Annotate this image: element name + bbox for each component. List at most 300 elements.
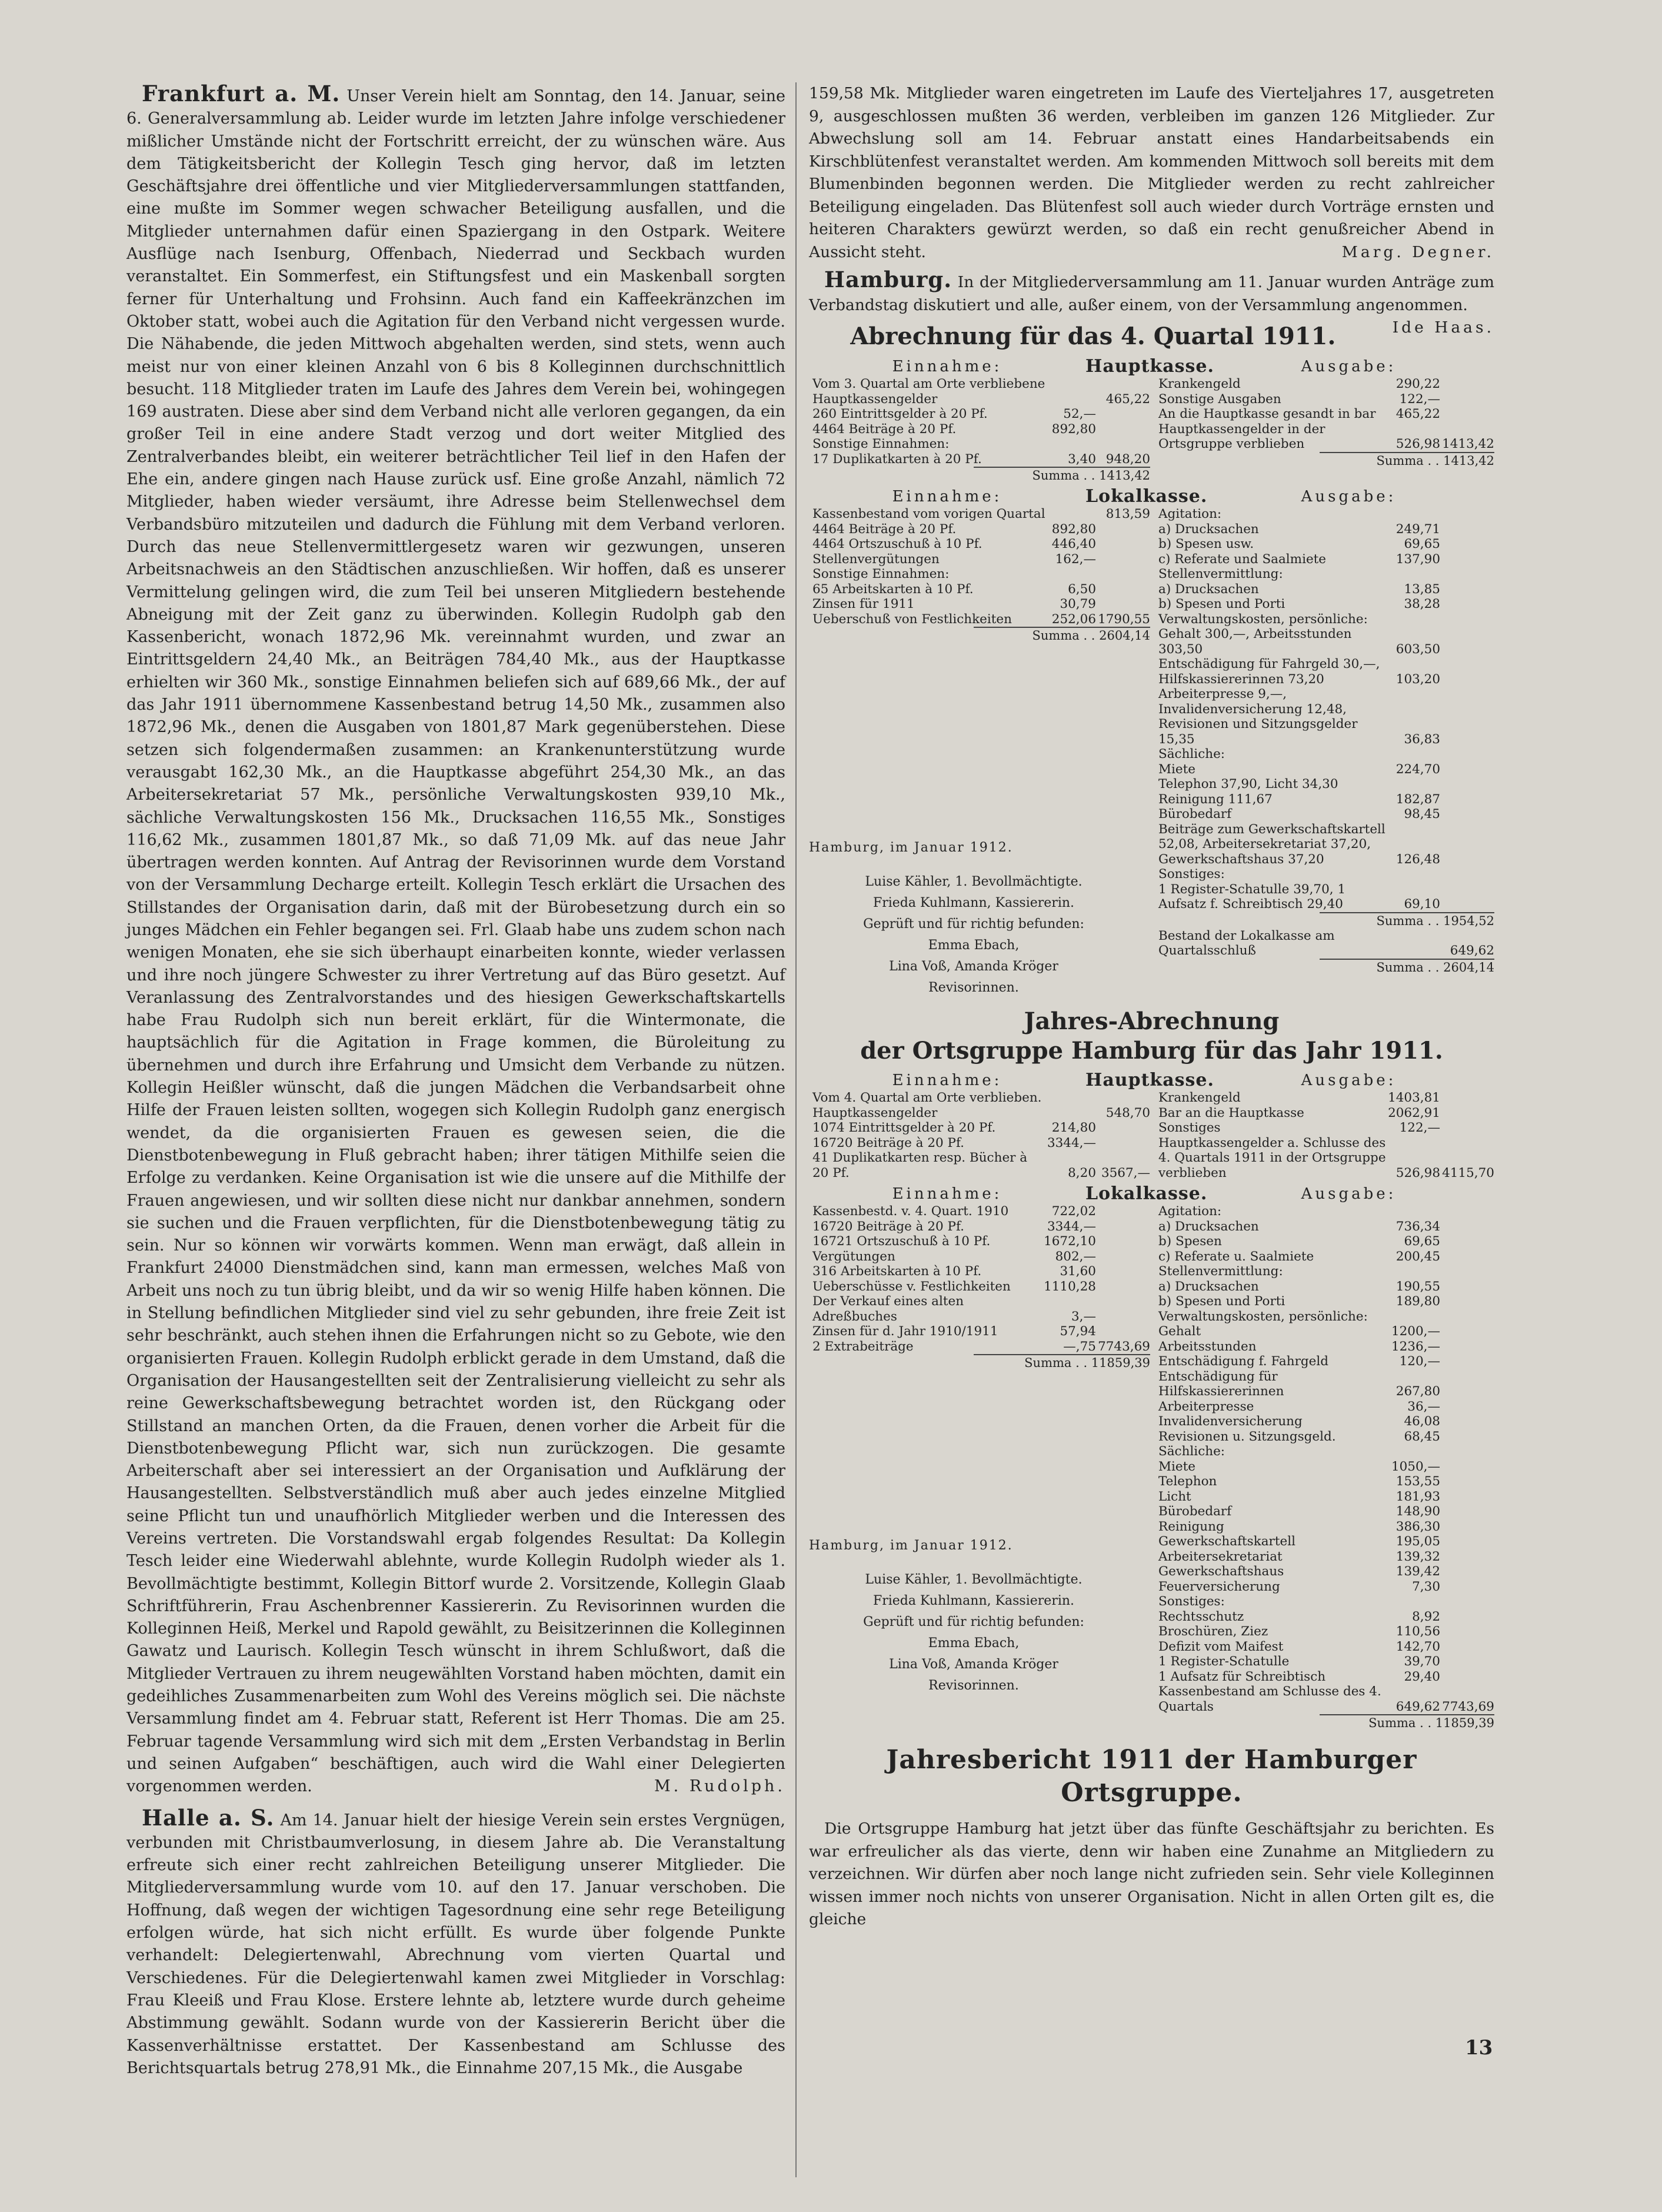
hamburg-signature: Ide Haas. [1392, 318, 1494, 337]
row-label: Miete [1158, 1459, 1195, 1474]
row-amount-a: —,75 [1063, 1339, 1096, 1354]
annual-lokal-expense-table [1155, 1204, 1494, 1714]
row-amount-a: 290,22 [1395, 377, 1440, 391]
q4-haupt-expense [1155, 377, 1494, 483]
row-amount-b: 1790,55 [1098, 611, 1150, 627]
row-amount-b [1440, 822, 1494, 867]
table-row [1155, 1519, 1494, 1535]
row-amount-b: 813,59 [1105, 507, 1150, 521]
row-label: Stellenvermittlung: [1158, 1264, 1283, 1279]
row-label: Sächliche: [1158, 1444, 1225, 1459]
frankfurt-report [126, 82, 785, 1798]
annual-haupt-ausgabe-label: Ausgabe: [1301, 1072, 1397, 1089]
row-label: c) Referate u. Saalmiete [1158, 1249, 1314, 1264]
row-amount-b: 948,20 [1105, 451, 1150, 467]
table-row [1155, 537, 1494, 552]
table-row [1155, 1324, 1494, 1339]
row-amount-b: 3567,— [1101, 1165, 1150, 1180]
column-divider [795, 82, 797, 2177]
row-amount-a: 7,30 [1412, 1579, 1440, 1594]
table-row [1155, 1294, 1494, 1309]
row-amount-a [1047, 1090, 1096, 1120]
table-row [809, 1204, 1150, 1219]
table-row [1155, 582, 1494, 597]
table-row [1155, 792, 1494, 807]
row-label: Gehalt [1158, 1324, 1201, 1339]
row-amount-a: 142,70 [1395, 1639, 1440, 1654]
row-amount-b [1440, 1090, 1494, 1106]
row-amount-a: 649,62 [1395, 1699, 1440, 1714]
row-label: a) Drucksachen [1158, 1219, 1259, 1234]
q4-lokal-einnahme-label: Einnahme: [892, 488, 1002, 505]
table-row [1155, 1549, 1494, 1565]
row-amount-b [1440, 1549, 1494, 1565]
halle-place: Halle a. S. [142, 1804, 275, 1831]
row-label: Arbeiterpresse 9,—, Invalidenversicherung 12,48, Revisionen und Sitzungsgelder 15,35 [1158, 687, 1358, 747]
row-amount-a: 603,50 [1395, 641, 1440, 657]
row-amount-a: 69,10 [1404, 897, 1440, 912]
row-amount-a: 3,— [1071, 1309, 1096, 1324]
row-label: 1074 Eintrittsgelder à 20 Pf. [812, 1120, 996, 1135]
row-amount-b [1440, 407, 1494, 422]
table-row [1155, 1564, 1494, 1579]
halle-report [126, 1804, 785, 2080]
row-label: 16721 Ortszuschuß à 10 Pf. [812, 1234, 991, 1249]
row-label: 1 Register-Schatulle [1158, 1654, 1290, 1669]
report-text: Die Ortsgruppe Hamburg hat jetzt über das fünfte Geschäftsjahr zu berichten. Es war erfreulicher als das vierte, denn wir haben eine Zunahme an Mitgliedern zu verzeichnen. Wir dürfen aber noch lange nicht zufrieden sein. Sehr viele Kolleginnen wissen immer noch nichts von unserer Organisation. Nicht in allen Orten gilt es, die gleiche [809, 1820, 1494, 1928]
row-amount-b [1096, 1234, 1150, 1249]
q4-lokal-expense [1155, 507, 1494, 999]
table-row [1155, 627, 1494, 657]
table-row [1155, 1444, 1494, 1459]
row-label: Sonstiges: [1158, 867, 1225, 882]
table-row [1155, 1369, 1494, 1399]
report-title: Jahresbericht 1911 der Hamburger Ortsgruppe. [886, 1745, 1417, 1808]
row-amount-a: 68,45 [1404, 1429, 1440, 1444]
row-amount-b [1440, 377, 1494, 392]
row-amount-a: 57,94 [1060, 1324, 1096, 1339]
annual-sig-line: Lina Voß, Amanda Kröger [889, 1657, 1058, 1672]
page-number: 13 [1465, 2036, 1493, 2060]
row-label: 1 Register-Schatulle 39,70, 1 Aufsatz f. Schreibtisch 29,40 [1158, 882, 1346, 912]
row-amount-b [1440, 747, 1494, 762]
row-label: Entschädigung für Hilfskassiererinnen [1158, 1369, 1284, 1399]
row-label: 4464 Beiträge à 20 Pf. [812, 421, 957, 437]
row-label: Verwaltungskosten, persönliche: [1158, 1309, 1368, 1324]
table-row [809, 612, 1150, 627]
row-label: Krankengeld [1158, 377, 1241, 391]
row-amount-a [1391, 1264, 1440, 1279]
row-amount-b [1440, 1354, 1494, 1369]
table-row [809, 552, 1150, 567]
row-amount-b [1096, 1324, 1150, 1339]
annual-lokal-block [809, 1204, 1494, 1731]
table-row [1155, 929, 1494, 959]
row-amount-a: 1050,— [1391, 1459, 1440, 1474]
row-amount-a: 29,40 [1404, 1669, 1440, 1684]
row-amount-b [1440, 1639, 1494, 1655]
row-amount-b [1440, 1579, 1494, 1595]
row-amount-a: 252,06 [1051, 611, 1096, 627]
row-amount-b [1440, 1309, 1494, 1325]
row-amount-a [1391, 747, 1440, 762]
row-label: Sonstige Einnahmen: [812, 437, 950, 451]
row-amount-b [1440, 1654, 1494, 1669]
row-label: Arbeiterpresse [1158, 1399, 1254, 1414]
table-row [1155, 1309, 1494, 1325]
row-label: Kassenbestand vom vorigen Quartal [812, 507, 1045, 521]
row-label: Arbeitsstunden [1158, 1339, 1257, 1354]
annual-lokal-header [809, 1184, 1494, 1204]
table-row [1155, 1090, 1494, 1106]
annual-signatures [809, 1535, 1138, 1697]
row-amount-b [1440, 1204, 1494, 1219]
row-amount-b [1096, 522, 1150, 537]
row-amount-b [1440, 627, 1494, 657]
row-label: Ueberschuß von Festlichkeiten [812, 611, 1012, 627]
row-label: Vom 4. Quartal am Orte verblieben. Hauptkassengelder [812, 1090, 1042, 1120]
row-amount-a: 122,— [1399, 391, 1440, 407]
right-column [809, 82, 1494, 1936]
annual-lokal-income-table [809, 1204, 1150, 1354]
annual-sig-line: Emma Ebach, [928, 1636, 1020, 1651]
row-amount-b: 7743,69 [1098, 1339, 1150, 1354]
row-amount-a: 52,— [1063, 407, 1096, 421]
row-amount-b [1096, 407, 1150, 422]
row-amount-a: 224,70 [1395, 761, 1440, 777]
frankfurt-place: Frankfurt a. M. [142, 81, 341, 107]
annual-haupt-header [809, 1070, 1494, 1090]
row-amount-a: 802,— [1055, 1249, 1096, 1264]
row-label: Zinsen für d. Jahr 1910/1911 [812, 1324, 998, 1339]
row-amount-b [1440, 612, 1494, 627]
row-amount-a: 3344,— [1047, 1135, 1096, 1150]
row-label: Der Verkauf eines alten Adreßbuches [812, 1294, 964, 1324]
row-label: Entschädigung für Fahrgeld 30,—, Hilfskassiererinnen 73,20 [1158, 657, 1380, 687]
row-amount-a [1047, 377, 1096, 407]
table-row [1155, 777, 1494, 792]
q4-lokal-income-sum: Summa . . 2604,14 [974, 627, 1150, 643]
table-row [1155, 552, 1494, 567]
row-label: b) Spesen [1158, 1234, 1222, 1249]
row-amount-b [1440, 1504, 1494, 1519]
row-amount-a: 69,65 [1404, 537, 1440, 551]
table-row [1155, 612, 1494, 627]
q4-haupt-income [809, 377, 1150, 483]
row-label: 16720 Beiträge à 20 Pf. [812, 1135, 965, 1150]
row-amount-b [1096, 1204, 1150, 1219]
row-label: Arbeitersekretariat [1158, 1549, 1283, 1564]
q4-sig-line: Geprüft und für richtig befunden: [863, 917, 1084, 932]
table-row [809, 1324, 1150, 1339]
table-row [809, 1136, 1150, 1151]
row-amount-b [1440, 657, 1494, 687]
annual-haupt-income-table [809, 1090, 1150, 1180]
annual-haupt-einnahme-label: Einnahme: [892, 1072, 1002, 1089]
table-row [809, 1234, 1150, 1249]
row-amount-a: 465,22 [1395, 407, 1440, 421]
row-amount-b [1096, 1219, 1150, 1235]
q4-lokal-kasse-label: Lokalkasse. [1085, 486, 1208, 507]
row-amount-a: 38,28 [1404, 597, 1440, 611]
row-amount-a: 46,08 [1404, 1414, 1440, 1429]
table-row [1155, 407, 1494, 422]
row-amount-a: 13,85 [1404, 581, 1440, 597]
hamburg-text: In der Mitgliederversammlung am 11. Januar wurden Anträge zum Verbandstag diskutiert und alle, außer einem, von der Versammlung angenommen. [809, 273, 1494, 314]
row-amount-a [1047, 437, 1096, 452]
row-amount-b [1440, 1459, 1494, 1475]
q4-lokal-expense-tail [1155, 929, 1494, 959]
annual-report [809, 1744, 1494, 1931]
table-row [1155, 1489, 1494, 1505]
table-row [809, 597, 1150, 612]
row-label: b) Spesen und Porti [1158, 1294, 1285, 1309]
row-label: 65 Arbeitskarten à 10 Pf. [812, 581, 974, 597]
row-amount-a: 162,— [1055, 551, 1096, 567]
annual-haupt-expense [1155, 1090, 1494, 1180]
annual-haupt-income [809, 1090, 1150, 1180]
row-amount-a: 892,80 [1051, 521, 1096, 537]
row-amount-a: 39,70 [1404, 1654, 1440, 1669]
row-amount-b: 4115,70 [1442, 1165, 1494, 1180]
row-amount-b [1440, 597, 1494, 612]
row-amount-a: 1672,10 [1044, 1234, 1096, 1249]
annual-lokal-ausgabe-label: Ausgabe: [1301, 1185, 1397, 1203]
row-amount-a: 2062,91 [1388, 1105, 1440, 1120]
row-amount-a: 526,98 [1395, 1165, 1440, 1180]
table-row [1155, 1279, 1494, 1295]
row-amount-a: 446,40 [1051, 537, 1096, 551]
table-row [1155, 1234, 1494, 1249]
row-amount-a: 110,56 [1395, 1624, 1440, 1639]
row-label: Bar an die Hauptkasse [1158, 1105, 1304, 1120]
annual-sig-line: Geprüft und für richtig befunden: [863, 1615, 1084, 1629]
annual-lokal-kasse-label: Lokalkasse. [1085, 1183, 1208, 1204]
row-label: Bürobedarf [1158, 807, 1232, 821]
row-amount-a [1391, 867, 1440, 882]
row-amount-b [1440, 1279, 1494, 1295]
row-amount-b [1440, 1234, 1494, 1249]
row-amount-b [1440, 687, 1494, 747]
row-amount-b [1096, 1279, 1150, 1295]
annual-haupt-block [809, 1090, 1494, 1180]
row-amount-b [1440, 522, 1494, 537]
row-amount-b [1096, 1249, 1150, 1265]
row-amount-b [1440, 1264, 1494, 1279]
row-amount-b [1096, 1136, 1150, 1151]
row-label: 316 Arbeitskarten à 10 Pf. [812, 1264, 982, 1279]
table-row [809, 1219, 1150, 1235]
annual-title-2: der Ortsgruppe Hamburg für das Jahr 1911. [860, 1037, 1443, 1065]
row-amount-a: 120,— [1399, 1354, 1440, 1369]
annual-account [809, 1007, 1494, 1731]
table-row [809, 1249, 1150, 1265]
table-row [1155, 1354, 1494, 1369]
row-amount-b [1440, 882, 1494, 912]
table-row [1155, 687, 1494, 747]
annual-sig-line: Revisorinnen. [928, 1678, 1019, 1693]
halle-continuation-text: 159,58 Mk. Mitglieder waren eingetreten im Laufe des Vierteljahres 17, ausgetreten 9, ausgeschlossen mußten 36 werden, verbleiben im ganzen 126 Mitglieder. Zur Abwechslung soll am 14. Februar anstatt eines Handarbeitsabends ein Kirschblütenfest veranstaltet werden. Am kommenden Mittwoch soll bereits mit dem Blumenbinden begonnen werden. Die Mitglieder werden zu recht zahlreicher Beteiligung eingeladen. Das Blütenfest soll auch wieder durch Vorträge ernsten und heiteren Charakters gewürzt werden, so daß ein recht genußreicher Abend in Aussicht steht. [809, 84, 1494, 261]
table-row [1155, 392, 1494, 407]
row-amount-a: 1110,28 [1044, 1279, 1096, 1294]
table-row [1155, 1684, 1494, 1714]
table-row [809, 567, 1150, 582]
row-amount-b [1096, 567, 1150, 582]
table-row [809, 422, 1150, 437]
q4-sig-line: Luise Kähler, 1. Bevollmächtigte. [865, 874, 1083, 889]
table-row [809, 1150, 1150, 1180]
row-label: Beiträge zum Gewerkschaftskartell 52,08, Arbeitersekretariat 37,20, Gewerkschaftshaus 37,20 [1158, 821, 1385, 867]
table-row [1155, 1624, 1494, 1639]
row-amount-a: 31,60 [1060, 1264, 1096, 1279]
row-label: Vergütungen [812, 1249, 895, 1264]
row-label: 17 Duplikatkarten à 20 Pf. [812, 451, 982, 467]
row-amount-a: 190,55 [1395, 1279, 1440, 1294]
row-amount-b [1440, 1609, 1494, 1625]
row-amount-a [1391, 567, 1440, 582]
row-amount-b [1440, 1474, 1494, 1489]
row-label: Verwaltungskosten, persönliche: [1158, 611, 1368, 627]
table-row [1155, 1264, 1494, 1279]
row-amount-b [1440, 1534, 1494, 1549]
table-row [1155, 1609, 1494, 1625]
row-amount-b [1440, 1594, 1494, 1609]
table-row [809, 407, 1150, 422]
halle-continuation [809, 82, 1494, 264]
row-label: Revisionen u. Sitzungsgeld. [1158, 1429, 1336, 1444]
row-amount-b [1440, 1219, 1494, 1235]
table-row [809, 522, 1150, 537]
table-row [1155, 1249, 1494, 1265]
table-row [1155, 1339, 1494, 1355]
table-row [1155, 657, 1494, 687]
row-amount-a: 526,98 [1395, 437, 1440, 451]
row-amount-b [1440, 1106, 1494, 1121]
row-label: Sonstige Einnahmen: [812, 567, 950, 581]
q4-account [809, 321, 1494, 999]
q4-place-date: Hamburg, im Januar 1912. [809, 840, 1013, 855]
annual-lokal-einnahme-label: Einnahme: [892, 1185, 1002, 1203]
row-label: Gewerkschaftskartell [1158, 1534, 1295, 1549]
row-amount-b [1440, 507, 1494, 522]
row-amount-a: 722,02 [1051, 1204, 1096, 1219]
row-amount-b [1440, 1414, 1494, 1429]
row-amount-b [1096, 1120, 1150, 1136]
row-label: Telephon [1158, 1474, 1217, 1489]
row-amount-b [1440, 1669, 1494, 1685]
q4-haupt-expense-table [1155, 377, 1494, 452]
row-amount-b [1440, 582, 1494, 597]
annual-sig-line: Frieda Kuhlmann, Kassiererin. [872, 1594, 1075, 1608]
row-amount-b [1440, 1429, 1494, 1445]
row-label: 2 Extrabeiträge [812, 1339, 914, 1354]
row-label: Agitation: [1158, 507, 1222, 521]
q4-sig-line: Lina Voß, Amanda Kröger [889, 959, 1058, 974]
row-amount-a: 1200,— [1391, 1324, 1440, 1339]
table-row [1155, 1429, 1494, 1445]
row-amount-b [1096, 1294, 1150, 1324]
annual-lokal-income [809, 1204, 1150, 1731]
row-amount-a: 736,34 [1395, 1219, 1440, 1234]
frankfurt-text: Unser Verein hielt am Sonntag, den 14. Januar, seine 6. Generalversammlung ab. Leider wurde im letzten Jahre infolge verschiedener mißlicher Umstände nicht der Fortschritt erreicht, der zu wünschen wäre. Aus dem Tätigkeitsbericht der Kollegin Tesch ging hervor, daß im letzten Geschäftsjahre drei öffentliche und vier Mitgliederversammlungen stattfanden, eine mußte im Sommer wegen schwacher Beteiligung ausfallen, und die Mitglieder unternahmen dafür einen Spaziergang in den Ostpark. Weitere Ausflüge nach Isenburg, Offenbach, Niederrad und Seckbach wurden veranstaltet. Ein Sommerfest, ein Stiftungsfest und ein Maskenball sorgten ferner für Unterhaltung und Frohsinn. Auch fand ein Kaffeekränzchen im Oktober statt, wobei auch die Agitation für den Verband nicht vergessen wurde. Die Nähabende, die jeden Mittwoch abgehalten werden, sind stets, wenn auch meist nur von einer kleinen Anzahl von 6 bis 8 Kolleginnen durchschnittlich besucht. 118 Mitglieder traten im Laufe des Jahres dem Verein bei, wohingegen 169 austraten. Diese aber sind dem Verband nicht alle verloren gegangen, da ein großer Teil in eine andere Stadt verzog und dort weiter Mitglied des Zentralverbandes bleibt, ein weiterer beträchtlicher Teil lief in den Hafen der Ehe ein, andere gingen nach Hause zurück usf. Eine große Anzahl, nämlich 72 Mitglieder, haben wieder versäumt, ihre Adresse beim Stellenwechsel dem Verbandsbüro mitzuteilen und dadurch die Fühlung mit dem Verband verloren. Durch das neue Stellenvermittlergesetz waren wir gezwungen, unseren Arbeitsnachweis an den Städtischen anzuschließen. Wir hoffen, daß es unserer Vermittelung gelingen wird, die zum Teil bei unseren Mitgliedern bestehende Abneigung mit der Zeit ganz zu überwinden. Kollegin Rudolph gab den Kassenbericht, wonach 1872,96 Mk. vereinnahmt wurden, und zwar an Eintrittsgeldern 24,40 Mk., an Beiträgen 784,40 Mk., aus der Hauptkasse erhielten wir 360 Mk., sonstige Einnahmen beliefen sich auf 689,66 Mk., der auf das Jahr 1911 übernommene Kassenbestand betrug 14,50 Mk., zusammen also 1872,96 Mk., denen die Ausgaben von 1801,87 Mark gegenüberstehen. Diese setzen sich folgendermaßen zusammen: an Krankenunterstützung wurde verausgabt 162,30 Mk., an die Hauptkasse abgeführt 254,30 Mk., an das Arbeitersekretariat 57 Mk., persönliche Verwaltungskosten 939,10 Mk., sächliche Verwaltungskosten 156 Mk., Drucksachen 116,55 Mk., Sonstiges 116,62 Mk., zusammen 1801,87 Mk., so daß 71,09 Mk. auf das neue Jahr übertragen werden konnten. Auf Antrag der Revisorinnen wurde dem Vorstand von der Versammlung Decharge erteilt. Kollegin Tesch erklärt die Ursachen des Stillstandes der Organisation darin, daß mit der Bürobesetzung durch ein so junges Mädchen ein Fehler begangen sei. Frl. Glaab habe uns zudem schon nach wenigen Monaten, ehe sie sich überhaupt einarbeiten konnte, wieder verlassen und ihre noch jüngere Schwester zu ihrer Vertretung auf das Büro gesetzt. Auf Veranlassung des Zentralvorstandes und des hiesigen Gewerkschaftskartells habe Frau Rudolph sich nun bereit erklärt, für die Wintermonate, die hauptsächlich für die Agitation in Frage kommen, die Büroleitung zu übernehmen und durch ihre Erfahrung und Umsicht dem Verbande zu nützen. Kollegin Heißler wünscht, daß die jungen Mädchen die Verbandsarbeit ohne Hilfe der Frauen leisten sollten, wogegen sich Kollegin Rudolph ganz energisch wendet, da die organisierten Frauen es gewesen seien, die die Dienstbotenbewegung in Fluß gebracht haben; ihrer tätigen Mithilfe seien die Erfolge zu verdanken. Keine Organisation ist wie die unsere auf die Mithilfe der Frauen angewiesen, und wir sollten diese nicht nur dankbar annehmen, sondern sie suchen und die Frauen verpflichten, für die Dienstbotenbewegung tätig zu sein. Nur so können wir vorwärts kommen. Wenn man erwägt, daß allein in Frankfurt 24000 Dienstmädchen sind, kann man ermessen, welches Maß von Arbeit uns noch zu tun übrig bleibt, und da wir so wenig Hilfe haben können. Die in Stellung befindlichen Mitglieder sind viel zu sehr gebunden, ihre freie Zeit ist sehr beschränkt, auch stehen ihnen die Erfahrungen nicht so zu Gebote, wie den organisierten Frauen. Kollegin Rudolph erblickt gerade in dem Umstand, daß die Organisation der Hausangestellten seit der Zentralisierung vielleicht zu sehr als reine Gewerkschaftsbewegung betrachtet worden ist, den Rückgang oder Stillstand an manchen Orten, da die Frauen, denen vorher die Arbeit für die Dienstbotenbewegung Pflicht war, sich nun zurückzogen. Die gesamte Arbeiterschaft aber sei interessiert an der Organisation und Aufklärung der Hausangestellten. Selbstverständlich muß aber auch jedes einzelne Mitglied seine Pflicht tun und unaufhörlich Mitglieder werben und die Interessen des Vereins vertreten. Die Vorstandswahl ergab folgendes Resultat: Da Kollegin Tesch leider eine Wiederwahl ablehnte, wurde Kollegin Rudolph wieder als 1. Bevollmächtigte bestimmt, Kollegin Bittorf wurde 2. Vorsitzende, Kollegin Glaab Schriftführerin, Frau Aschenbrenner Kassiererin. Zu Revisorinnen wurden die Kolleginnen Heiß, Merkel und Rapold gewählt, zu Beisitzerinnen die Kolleginnen Gawatz und Laurisch. Kollegin Tesch wünscht in ihrem Schlußwort, daß die Mitglieder Vertrauen zu ihrem neugewählten Vorstand haben möchten, damit ein gedeihliches Zusammenarbeiten zum Wohl des Vereins möglich sei. Die nächste Versammlung findet am 4. Februar statt, Referent ist Herr Thomas. Die am 25. Februar tagende Versammlung wird sich mit dem „Ersten Verbandstag in Berlin und seinen Aufgaben“ beschäftigen, auch wird die Wahl einer Delegierten vorgenommen werden. [126, 87, 785, 1796]
row-label: 4464 Beiträge à 20 Pf. [812, 521, 957, 537]
row-amount-a: 249,71 [1395, 521, 1440, 537]
row-label: Sonstiges: [1158, 1594, 1225, 1609]
row-amount-a [1391, 929, 1440, 959]
row-label: Reinigung 111,67 [1158, 791, 1273, 807]
row-amount-a: 8,20 [1068, 1165, 1096, 1180]
table-row [1155, 567, 1494, 582]
row-label: Sächliche: [1158, 747, 1225, 761]
table-row [1155, 807, 1494, 822]
row-label: Rechtsschutz [1158, 1609, 1244, 1624]
row-label: Broschüren, Ziez [1158, 1624, 1268, 1639]
table-row [1155, 597, 1494, 612]
row-label: Kassenbestand am Schlusse des 4. Quartals [1158, 1684, 1381, 1714]
annual-lokal-expense [1155, 1204, 1494, 1731]
q4-lokal-ausgabe-label: Ausgabe: [1301, 488, 1397, 505]
row-amount-a [1391, 1594, 1440, 1609]
row-label: 4464 Ortszuschuß à 10 Pf. [812, 537, 982, 551]
row-amount-b [1440, 1444, 1494, 1459]
q4-haupt-income-sum: Summa . . 1413,42 [974, 467, 1150, 483]
row-label: Bestand der Lokalkasse am Quartalsschluß [1158, 928, 1335, 958]
table-row [1155, 1504, 1494, 1519]
frankfurt-signature: M. Rudolph. [654, 1777, 785, 1796]
row-label: Telephon 37,90, Licht 34,30 [1158, 777, 1338, 791]
row-amount-a: 153,55 [1395, 1474, 1440, 1489]
row-label: Zinsen für 1911 [812, 597, 915, 611]
row-amount-a: 1236,— [1391, 1339, 1440, 1354]
row-amount-b [1440, 392, 1494, 407]
table-row [1155, 377, 1494, 392]
row-label: 41 Duplikatkarten resp. Bücher à 20 Pf. [812, 1150, 1028, 1180]
annual-place-date: Hamburg, im Januar 1912. [809, 1538, 1013, 1553]
row-amount-b: 649,62 [1450, 943, 1494, 958]
row-amount-b [1440, 1294, 1494, 1309]
q4-sig-line: Revisorinnen. [928, 980, 1019, 995]
row-label: Stellenvergütungen [812, 551, 940, 567]
row-label: Stellenvermittlung: [1158, 567, 1283, 581]
row-amount-b [1440, 1120, 1494, 1136]
row-amount-a: 200,45 [1395, 1249, 1440, 1264]
table-row [1155, 1474, 1494, 1489]
q4-lokal-expense-table [1155, 507, 1494, 912]
row-amount-a: 6,50 [1068, 581, 1096, 597]
table-row [1155, 1579, 1494, 1595]
row-amount-b [1096, 552, 1150, 567]
hamburg-place: Hamburg. [824, 267, 952, 292]
row-amount-b: 548,70 [1105, 1105, 1150, 1120]
row-label: Reinigung [1158, 1519, 1224, 1534]
row-amount-b [1440, 867, 1494, 882]
row-amount-a: 195,05 [1395, 1534, 1440, 1549]
row-label: c) Referate und Saalmiete [1158, 551, 1327, 567]
row-amount-a [1047, 567, 1096, 582]
row-amount-b [1440, 1249, 1494, 1265]
row-amount-a: 148,90 [1395, 1504, 1440, 1519]
row-label: a) Drucksachen [1158, 581, 1259, 597]
table-row [1155, 1639, 1494, 1655]
row-amount-b: 7743,69 [1442, 1699, 1494, 1714]
table-row [1155, 1219, 1494, 1235]
table-row [1155, 867, 1494, 882]
row-amount-a: 103,20 [1395, 671, 1440, 687]
row-label: a) Drucksachen [1158, 1279, 1259, 1294]
row-label: Entschädigung f. Fahrgeld [1158, 1354, 1329, 1369]
table-row [1155, 1654, 1494, 1669]
row-amount-a: 3,40 [1068, 451, 1096, 467]
